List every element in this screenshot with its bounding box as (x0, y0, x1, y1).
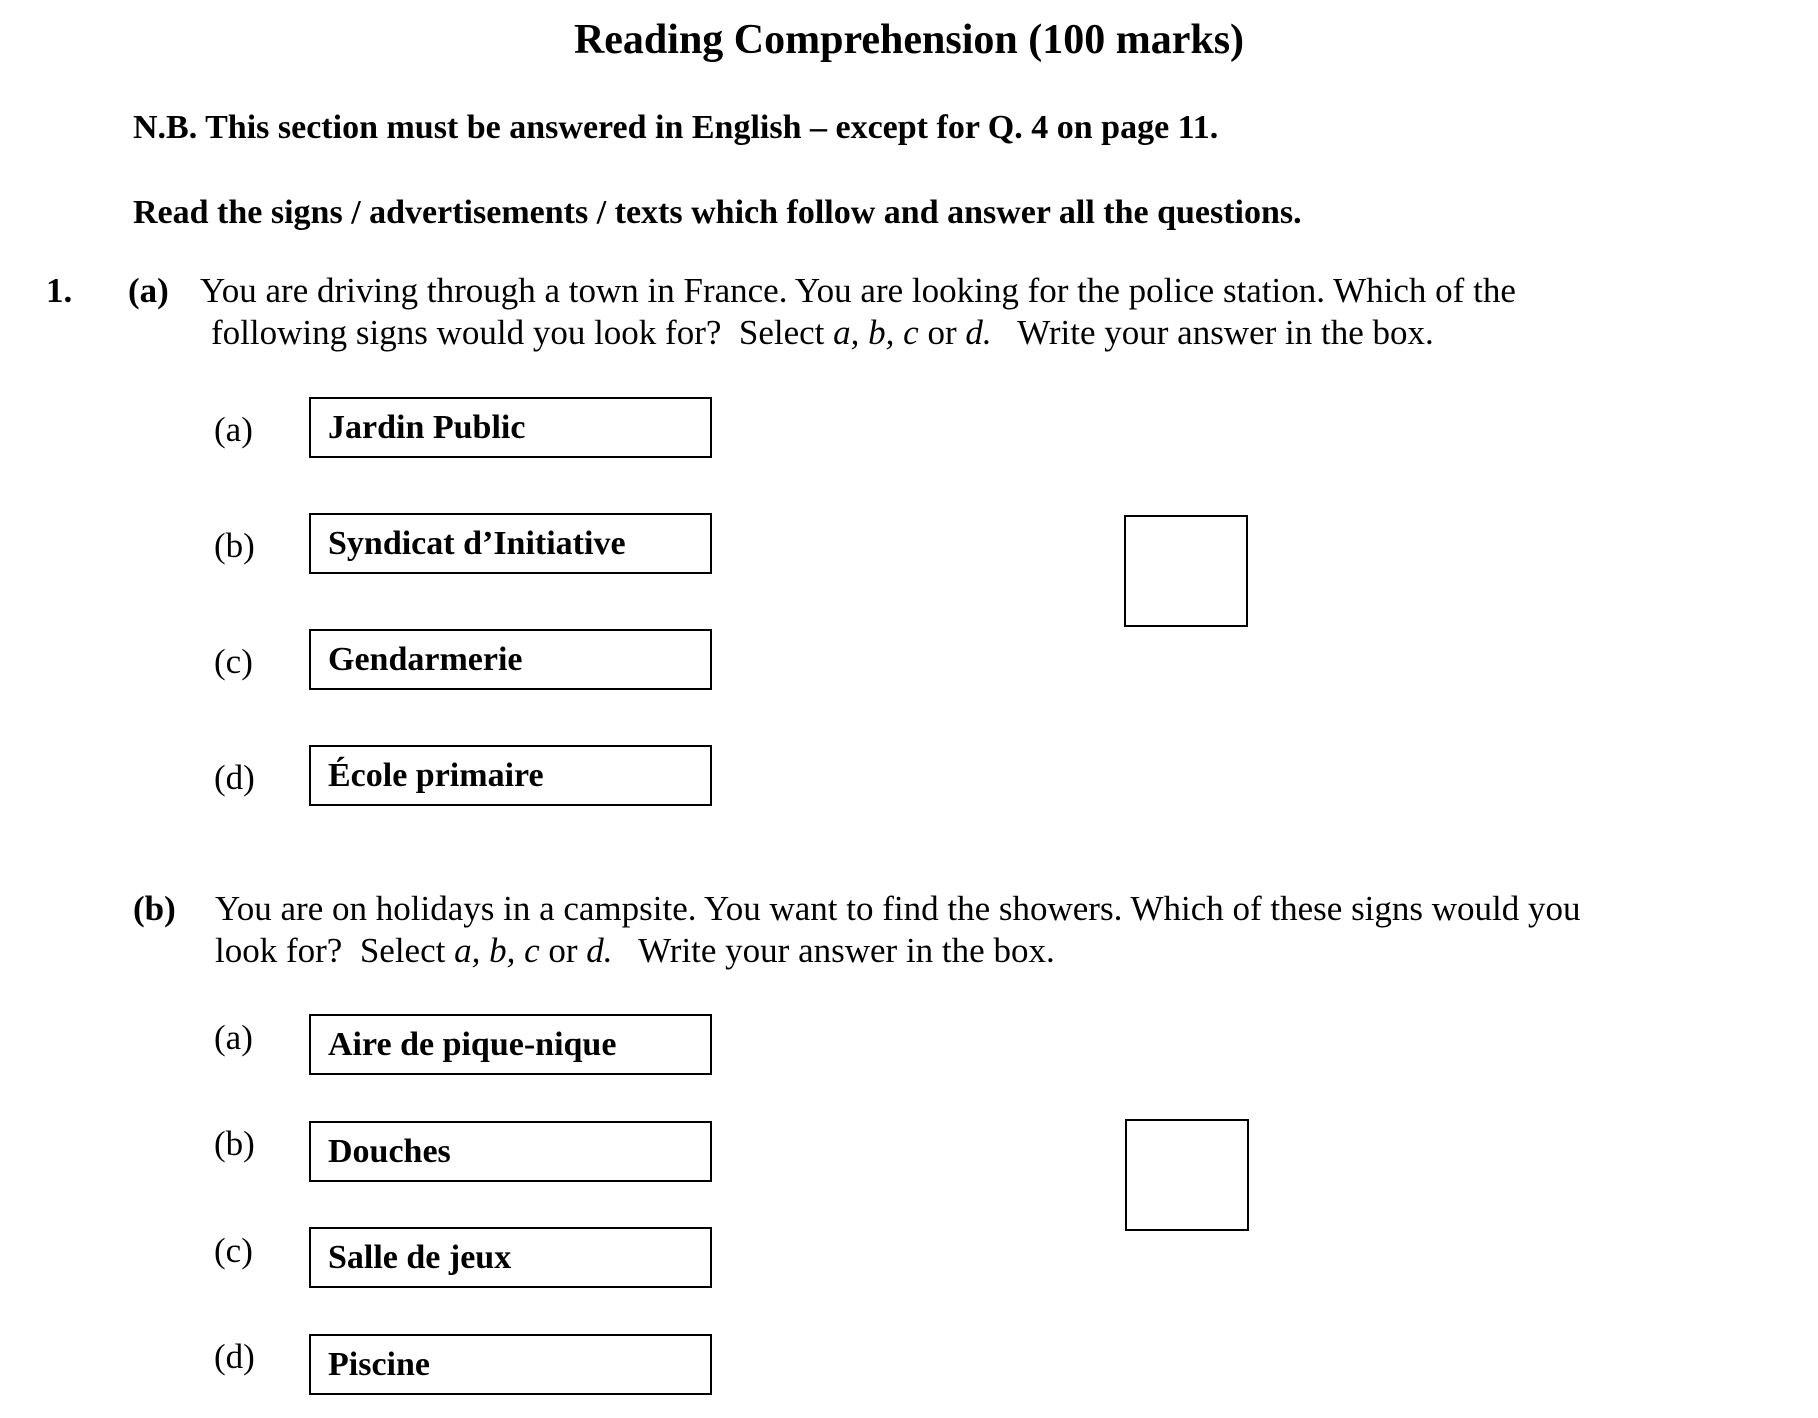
part-b-option-letter: (b) (214, 1124, 255, 1163)
part-a-option-sign-box (309, 513, 712, 574)
part-b-option-sign-box (309, 1334, 712, 1395)
part-a-option-sign: Syndicat d’Initiative (328, 524, 626, 562)
question-number: 1. (46, 271, 73, 310)
part-b-line2-pre: look for? Select (215, 931, 455, 970)
part-a-option-sign-box (309, 397, 712, 458)
part-a-question-line-1: You are driving through a town in France. You are looking for the police station. Which of the (200, 271, 1516, 310)
part-b-line2-last: d. (586, 931, 613, 970)
part-a-option-letter: (b) (214, 526, 255, 565)
part-b-option-letter: (d) (214, 1337, 255, 1376)
part-a-line2-pre: following signs would you look for? Select (211, 313, 834, 352)
page-title: Reading Comprehension (100 marks) (573, 17, 1245, 63)
part-b-option-sign-box (309, 1014, 712, 1075)
part-b-option-sign: Douches (328, 1132, 451, 1170)
part-a-option-letter: (d) (214, 758, 255, 797)
part-a-line2-last: d. (965, 313, 992, 352)
part-b-answer-box[interactable] (1125, 1119, 1249, 1231)
part-b-option-sign: Aire de pique-nique (328, 1025, 617, 1063)
part-b-line2-choices: a, b, c (454, 931, 540, 970)
part-a-line2-choices: a, b, c (833, 313, 919, 352)
part-a-answer-box[interactable] (1124, 515, 1248, 627)
part-a-line2-post: Write your answer in the box. (991, 313, 1434, 352)
part-b-question-line-1: You are on holidays in a campsite. You want to find the showers. Which of these signs would you (215, 889, 1581, 928)
part-b-option-sign: Salle de jeux (328, 1238, 512, 1276)
part-a-question-line-2 (211, 312, 1434, 354)
read-instruction: Read the signs / advertisements / texts which follow and answer all the questions. (133, 194, 1302, 231)
part-b-label: (b) (133, 889, 176, 928)
part-a-option-sign: Jardin Public (328, 408, 526, 446)
part-b-option-sign-box (309, 1227, 712, 1288)
part-a-option-letter: (a) (214, 410, 253, 449)
part-a-option-letter: (c) (214, 642, 253, 681)
part-b-option-sign: Piscine (328, 1345, 430, 1383)
part-b-option-letter: (c) (214, 1231, 253, 1270)
part-b-option-letter: (a) (214, 1018, 253, 1057)
part-b-option-sign-box (309, 1121, 712, 1182)
nb-instruction: N.B. This section must be answered in English – except for Q. 4 on page 11. (133, 109, 1219, 146)
part-a-option-sign: École primaire (328, 756, 544, 794)
part-a-line2-or: or (918, 313, 966, 352)
part-b-line2-or: or (539, 931, 587, 970)
part-a-option-sign-box (309, 745, 712, 806)
part-a-option-sign: Gendarmerie (328, 640, 523, 678)
part-a-label: (a) (128, 271, 169, 310)
part-b-line2-post: Write your answer in the box. (612, 931, 1055, 970)
part-b-question-line-2 (215, 930, 1055, 972)
part-a-option-sign-box (309, 629, 712, 690)
